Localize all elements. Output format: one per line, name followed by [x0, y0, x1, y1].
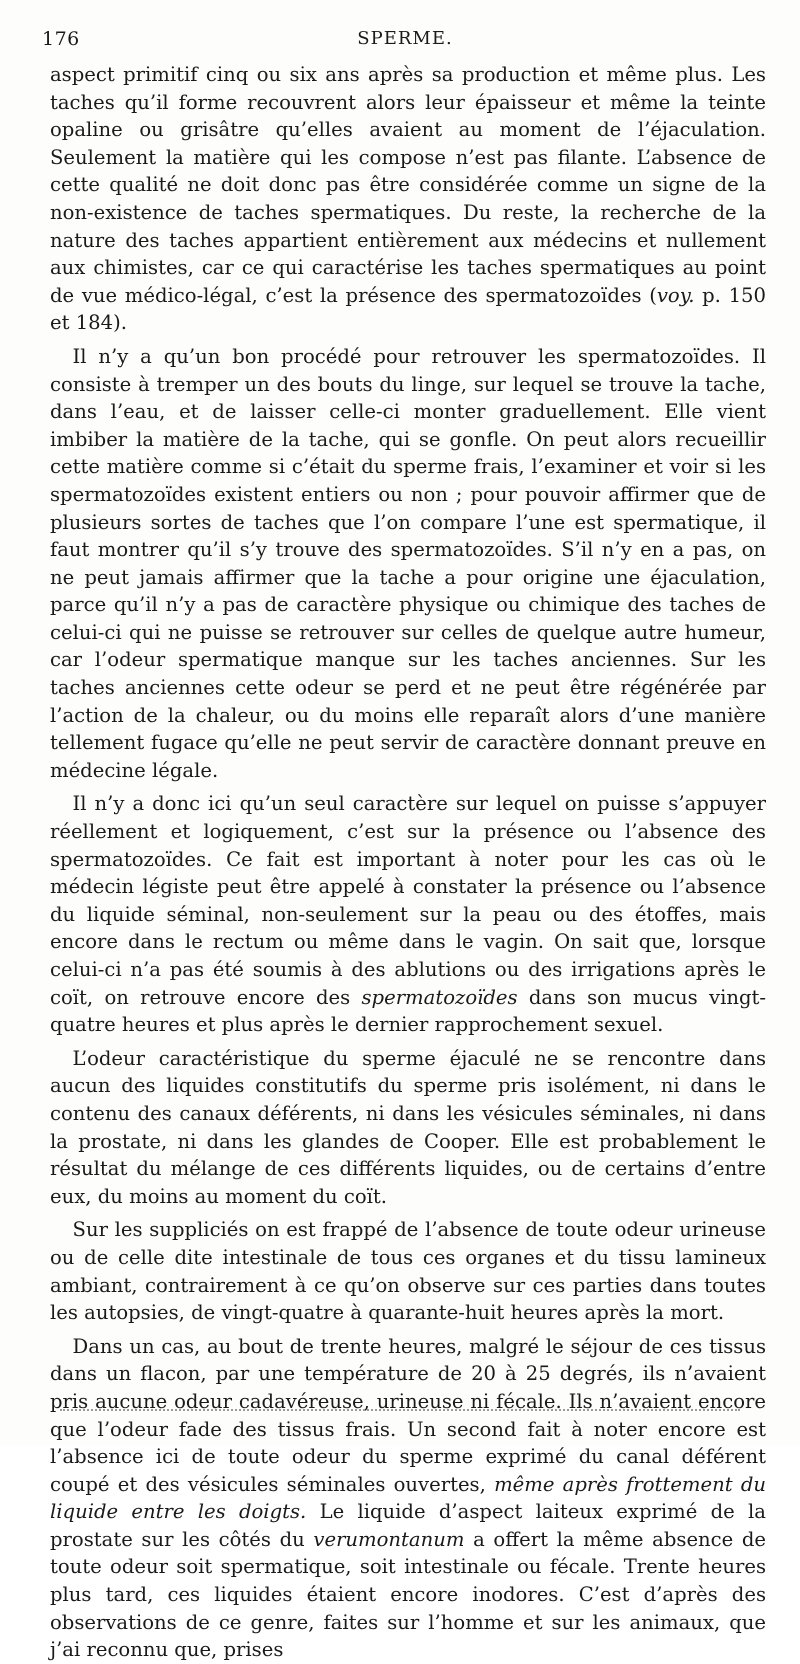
paragraph-3-text-b: dans son mucus vingt-quatre heures et plus après le dernier rapprochement sexuel. — [50, 985, 766, 1037]
paragraph-6-italic-verumontanum: verumontanum — [313, 1527, 465, 1551]
paragraph-2-text: Il n’y a qu’un bon procédé pour retrouver les spermatozoïdes. Il consiste à tremper un des bouts du linge, sur lequel se trouve la tache, dans l’eau, et de laisser celle-ci monter graduellement. Elle vient imbiber la matière de la tache, qui se gonfle. On peut alors recueillir cette matière comme si c’était du sperme frais, l’examiner et voir si les spermatozoïdes existent entiers ou non ; pour pouvoir affirmer que de plusieurs sortes de taches que l’on compare l’une est spermatique, il faut montrer qu’il s’y trouve des spermatozoïdes. S’il n’y en a pas, on ne peut jamais affirmer que la tache a pour origine une éjaculation, parce qu’il n’y a pas de caractère physique ou chimique des taches de celui-ci qui ne puisse se retrouver sur celles de quelque autre humeur, car l’odeur spermatique manque sur les taches anciennes. Sur les taches anciennes cette odeur se perd et ne peut être régénérée par l’action de la chaleur, ou du moins elle reparaît alors d’une manière tellement fugace qu’elle ne peut servir de caractère donnant preuve en médecine légale. — [50, 344, 766, 782]
paragraph-6-italic-frottement: même après frottement du liquide entre les doigts. — [50, 1472, 766, 1524]
paragraph-1-text-b: p. 150 et 184). — [50, 283, 766, 335]
paragraph-1-italic-voy: voy. — [656, 283, 695, 307]
paragraph-5 — [50, 1216, 766, 1326]
paragraph-6-text-c: a offert la même absence de toute odeur soit spermatique, soit intestinale ou fécale. Trente heures plus tard, ces liquides étaient encore inodores. C’est d’après des observations de ce genre, faites sur l’homme et sur les animaux, que j’ai reconnu que, prises — [50, 1527, 767, 1662]
paragraph-6-text-a: Dans un cas, au bout de trente heures, malgré le séjour de ces tissus dans un flacon, par une température de 20 à 25 degrés, ils n’avaient pris aucune odeur cadavéreuse, urineuse ni fécale. Ils n’avaient encore que l’odeur fade des tissus frais. Un second fait à noter encore est l’absence ici de toute odeur du sperme exprimé du canal déférent coupé et des vésicules séminales ouvertes, — [50, 1334, 766, 1496]
footer-dotted-rule — [60, 1409, 740, 1411]
paragraph-1-text-a: aspect primitif cinq ou six ans après sa production et même plus. Les taches qu’il forme recouvrent alors leur épaisseur et même la teinte opaline ou grisâtre qu’elles avaient au moment de l’éjaculation. Seulement la matière qui les compose n’est pas filante. L’absence de cette qualité ne doit donc pas être considérée comme un signe de la non-existence de taches spermatiques. Du reste, la recherche de la nature des taches appartient entièrement aux médecins et nullement aux chimistes, car ce qui caractérise les taches spermatiques au point de vue médico-légal, c’est la présence des spermatozoïdes ( — [50, 63, 766, 307]
paragraph-3-text-a: Il n’y a donc ici qu’un seul caractère sur lequel on puisse s’appuyer réellement et logiquement, c’est sur la présence ou l’absence des spermatozoïdes. Ce fait est important à noter pour les cas où le médecin légiste peut être appelé à constater la présence ou l’absence du liquide séminal, non-seulement sur la peau ou des étoffes, mais encore dans le rectum ou même dans le vagin. On sait que, lorsque celui-ci n’a pas été soumis à des ablutions ou des irrigations après le coït, on retrouve encore des — [50, 792, 766, 1009]
running-head-title: SPERME. — [357, 28, 453, 49]
paragraph-6-text-b: Le liquide d’aspect laiteux exprimé de la prostate sur les côtés du — [50, 1500, 766, 1551]
page-number: 176 — [42, 28, 80, 50]
paragraph-3 — [50, 790, 766, 1038]
paragraph-4-text: L’odeur caractéristique du sperme éjaculé ne se rencontre dans aucun des liquides constitutifs du sperme pris isolément, ni dans le contenu des canaux déférents, ni dans les vésicules séminales, ni dans la prostate, ni dans les glandes de Cooper. Elle est probablement le résultat du mélange de ces différents liquides, ou de certains d’entre eux, du moins au moment du coït. — [50, 1046, 766, 1208]
paragraph-5-text: Sur les suppliciés on est frappé de l’absence de toute odeur urineuse ou de celle dite intestinale de tous ces organes et du tissu lamineux ambiant, contrairement à ce qu’on observe sur ces parties dans toutes les autopsies, de vingt-quatre à quarante-huit heures après la mort. — [50, 1218, 766, 1325]
running-head — [42, 22, 768, 52]
paragraph-4 — [50, 1045, 766, 1211]
paragraph-6 — [50, 1333, 766, 1664]
paragraph-1 — [50, 61, 766, 337]
paragraph-2 — [50, 343, 766, 785]
body-text — [50, 61, 766, 1664]
paragraph-3-italic-spermatozoides: spermatozoïdes — [361, 985, 518, 1009]
